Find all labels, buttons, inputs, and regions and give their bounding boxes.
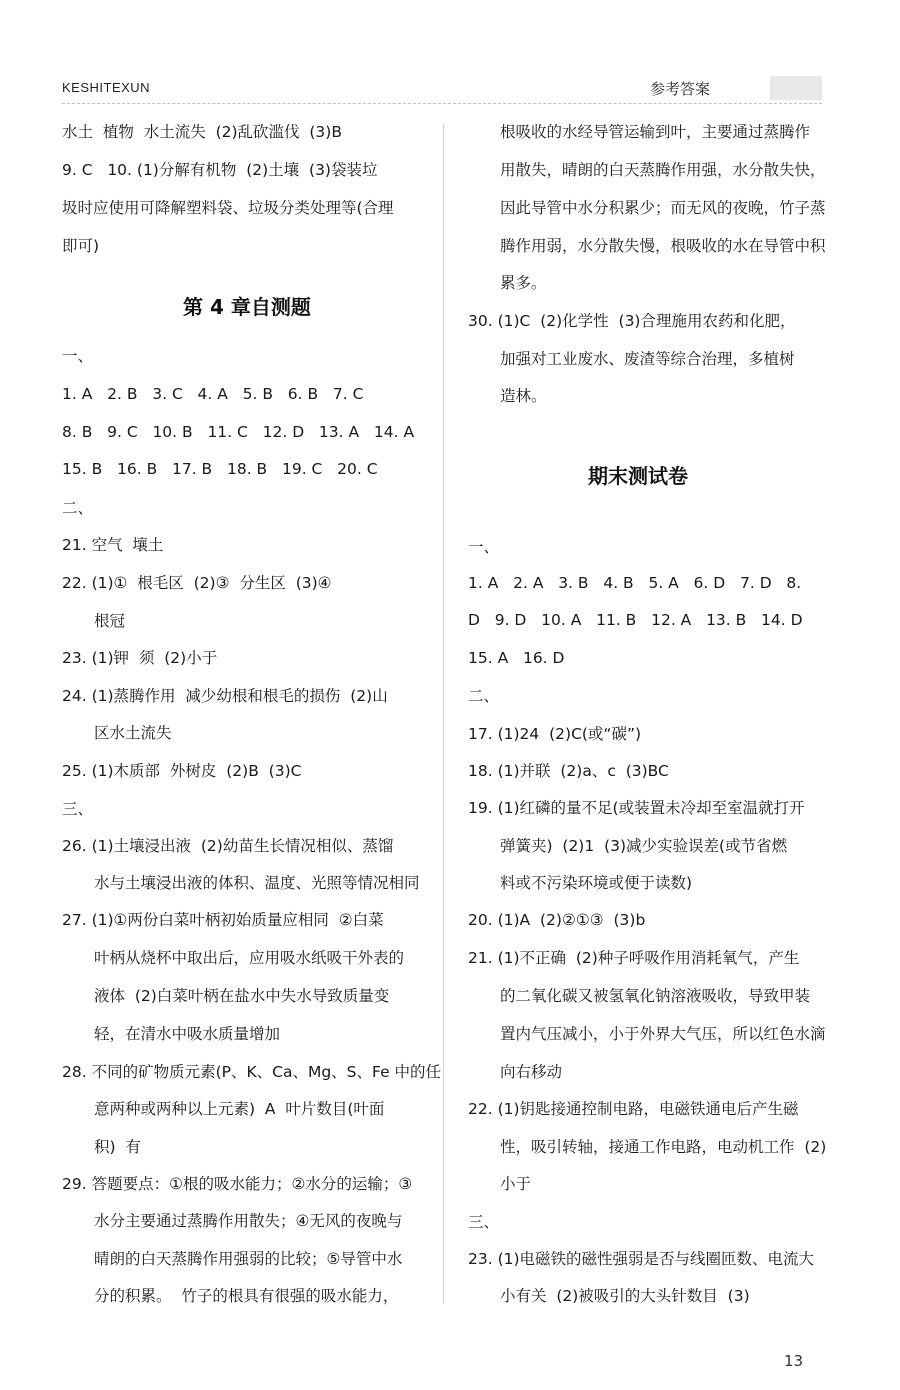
answer-line: 23. (1)电磁铁的磁性强弱是否与线圈匝数、电流大 xyxy=(468,1250,815,1268)
answer-line: 21. (1)不正确 (2)种子呼吸作用消耗氧气，产生 xyxy=(468,949,800,967)
answer-line: 22. (1)① 根毛区 (2)③ 分生区 (3)④ xyxy=(62,574,332,592)
answer-line: 1. A 2. A 3. B 4. B 5. A 6. D 7. D 8. xyxy=(468,574,802,592)
page-header xyxy=(62,76,822,102)
section-label: 三、 xyxy=(468,1213,500,1231)
answer-line: 29. 答题要点：①根的吸水能力；②水分的运输；③ xyxy=(62,1175,413,1193)
column-divider xyxy=(443,124,444,1304)
section-label: 三、 xyxy=(62,800,94,818)
answer-line: 积) 有 xyxy=(94,1138,141,1156)
answer-line: 叶柄从烧杯中取出后，应用吸水纸吸干外表的 xyxy=(94,949,405,967)
answer-line: 小有关 (2)被吸引的大头针数目 (3) xyxy=(500,1287,750,1305)
answer-line: 的二氧化碳又被氢氧化钠溶液吸收，导致甲装 xyxy=(500,987,811,1005)
answer-line: 因此导管中水分积累少；而无风的夜晚，竹子蒸 xyxy=(500,199,826,217)
answer-line: 15. A 16. D xyxy=(468,649,565,667)
answer-line: 水与土壤浸出液的体积、温度、光照等情况相同 xyxy=(94,874,420,892)
answer-line: 小于 xyxy=(500,1175,532,1193)
answer-line: 轻，在清水中吸水质量增加 xyxy=(94,1025,281,1043)
answer-line: 液体 (2)白菜叶柄在盐水中失水导致质量变 xyxy=(94,987,390,1005)
answer-line: 26. (1)土壤浸出液 (2)幼苗生长情况相似、蒸馏 xyxy=(62,837,394,855)
header-tab-decoration xyxy=(770,76,822,100)
answer-line: 料或不污染环境或便于读数) xyxy=(500,874,693,892)
answer-line: 分的积累。 竹子的根具有很强的吸水能力， xyxy=(94,1287,399,1305)
answer-line: 30. (1)C (2)化学性 (3)合理施用农药和化肥， xyxy=(468,312,796,330)
brand-text: KESHITEXUN xyxy=(62,80,151,95)
section-heading: 期末测试卷 xyxy=(588,464,688,488)
answer-line: 27. (1)①两份白菜叶柄初始质量应相同 ②白菜 xyxy=(62,911,384,929)
answer-line: 水土 植物 水土流失 (2)乱砍滥伐 (3)B xyxy=(62,123,342,141)
answer-line: D 9. D 10. A 11. B 12. A 13. B 14. D xyxy=(468,611,803,629)
answer-line: 根吸收的水经导管运输到叶，主要通过蒸腾作 xyxy=(500,123,811,141)
answer-line: 意两种或两种以上元素) A 叶片数目(叶面 xyxy=(94,1100,385,1118)
answer-line: 17. (1)24 (2)C(或“碳”) xyxy=(468,725,642,743)
answer-line: 20. (1)A (2)②①③ (3)b xyxy=(468,911,646,929)
answer-line: 15. B 16. B 17. B 18. B 19. C 20. C xyxy=(62,460,378,478)
header-divider xyxy=(62,103,822,104)
answer-line: 用散失，晴朗的白天蒸腾作用强，水分散失快， xyxy=(500,161,826,179)
answer-line: 19. (1)红磷的量不足(或装置未冷却至室温就打开 xyxy=(468,799,805,817)
answer-line: 23. (1)钾 须 (2)小于 xyxy=(62,649,218,667)
section-label: 一、 xyxy=(468,538,500,556)
answer-line: 21. 空气 壤土 xyxy=(62,536,164,554)
answer-line: 累多。 xyxy=(500,274,547,292)
answer-line: 性，吸引转轴，接通工作电路，电动机工作 (2) xyxy=(500,1138,827,1156)
section-label: 一、 xyxy=(62,347,94,365)
answer-line: 区水土流失 xyxy=(94,724,172,742)
answer-line: 圾时应使用可降解塑料袋、垃圾分类处理等(合理 xyxy=(62,199,394,217)
answer-line: 弹簧夹) (2)1 (3)减少实验误差(或节省燃 xyxy=(500,837,788,855)
answer-line: 加强对工业废水、废渣等综合治理，多植树 xyxy=(500,350,795,368)
answer-line: 28. 不同的矿物质元素(P、K、Ca、Mg、S、Fe 中的任 xyxy=(62,1063,442,1081)
section-label: 二、 xyxy=(62,499,94,517)
page-number: 13 xyxy=(784,1352,804,1370)
answer-line: 水分主要通过蒸腾作用散失；④无风的夜晚与 xyxy=(94,1212,403,1230)
answer-line: 22. (1)钥匙接通控制电路，电磁铁通电后产生磁 xyxy=(468,1100,799,1118)
section-label: 二、 xyxy=(468,687,500,705)
answer-line: 即可) xyxy=(62,237,100,255)
answer-line: 24. (1)蒸腾作用 减少幼根和根毛的损伤 (2)山 xyxy=(62,687,388,705)
answer-line: 18. (1)并联 (2)a、c (3)BC xyxy=(468,762,669,780)
answer-line: 1. A 2. B 3. C 4. A 5. B 6. B 7. C xyxy=(62,385,364,403)
header-title: 参考答案 xyxy=(650,80,711,98)
section-heading: 第 4 章自测题 xyxy=(183,295,311,319)
answer-line: 腾作用弱，水分散失慢，根吸收的水在导管中积 xyxy=(500,237,826,255)
answer-line: 8. B 9. C 10. B 11. C 12. D 13. A 14. A xyxy=(62,423,415,441)
answer-line: 置内气压减小，小于外界大气压，所以红色水滴 xyxy=(500,1025,826,1043)
answer-line: 根冠 xyxy=(94,612,126,630)
answer-line: 向右移动 xyxy=(500,1063,563,1081)
answer-line: 晴朗的白天蒸腾作用强弱的比较；⑤导管中水 xyxy=(94,1250,403,1268)
answer-line: 造林。 xyxy=(500,387,547,405)
answer-line: 9. C 10. (1)分解有机物 (2)土壤 (3)袋装垃 xyxy=(62,161,378,179)
answer-line: 25. (1)木质部 外树皮 (2)B (3)C xyxy=(62,762,302,780)
